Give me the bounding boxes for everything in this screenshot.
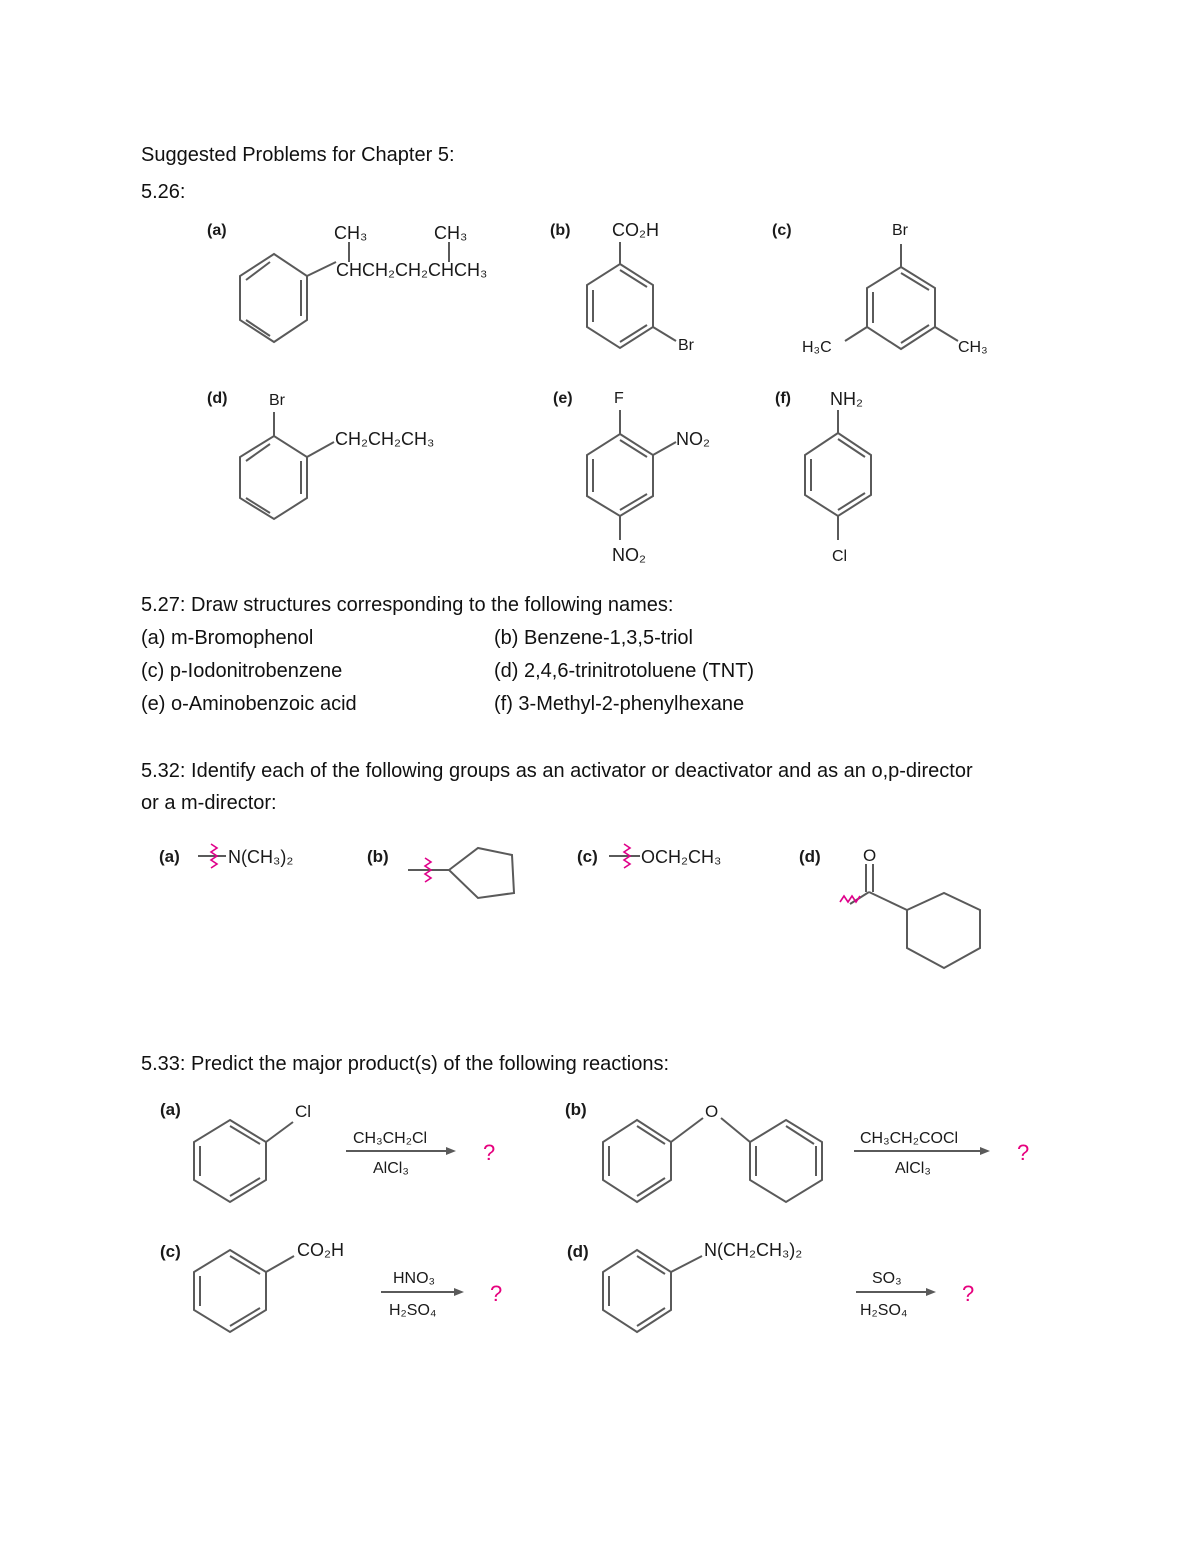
label-532c: (c): [577, 847, 598, 866]
benzene-ring-533b-right: [750, 1120, 822, 1202]
substituent: Cl: [295, 1102, 312, 1121]
benzene-ring-526c: [867, 267, 935, 349]
benzene-ring-533b-left: [603, 1120, 671, 1202]
reagent: H₂SO₄: [860, 1302, 908, 1319]
list-item: (d) 2,4,6-trinitrotoluene (TNT): [494, 660, 755, 682]
label-533c: (c): [160, 1242, 181, 1261]
substituent: CH₃: [958, 339, 988, 356]
substituent: CHCH₂CH₂CHCH₃: [336, 260, 488, 280]
substituent: Cl: [832, 548, 848, 565]
substituent: NO₂: [612, 545, 646, 565]
product-question: ?: [1017, 1140, 1030, 1165]
label-526d: (d): [207, 390, 228, 407]
substituent: NO₂: [676, 429, 710, 449]
reagent: AlCl₃: [373, 1160, 409, 1177]
list-item: (c) p-Iodonitrobenzene: [141, 660, 343, 682]
cyclopentane-ring: [449, 848, 514, 898]
label-526a: (a): [207, 222, 227, 239]
benzene-ring-533c: [194, 1250, 266, 1332]
reagent: HNO₃: [393, 1270, 436, 1287]
label-532d: (d): [799, 847, 821, 866]
benzene-ring-533a: [194, 1120, 266, 1202]
substituent: CO₂H: [612, 220, 659, 240]
product-question: ?: [962, 1281, 975, 1306]
benzene-ring-526e: [587, 434, 653, 516]
substituent: Br: [269, 392, 285, 409]
reagent: CH₃CH₂Cl: [353, 1130, 428, 1147]
section-5-32-heading-cont: or a m-director:: [141, 792, 277, 814]
label-532a: (a): [159, 847, 180, 866]
product-question: ?: [483, 1140, 496, 1165]
section-5-32-heading: 5.32: Identify each of the following groups as an activator or deactivator and as an o,p-director: [141, 760, 973, 782]
label-533b: (b): [565, 1100, 587, 1119]
substituent: CH₃: [334, 223, 368, 243]
page-title: Suggested Problems for Chapter 5:: [141, 144, 455, 166]
list-item: (f) 3-Methyl-2-phenylhexane: [494, 693, 745, 715]
substituent: N(CH₂CH₃)₂: [704, 1240, 803, 1260]
benzene-ring-526d: [240, 436, 307, 519]
reagent: AlCl₃: [895, 1160, 931, 1177]
label-526c: (c): [772, 222, 792, 239]
reagent: CH₃CH₂COCl: [860, 1130, 959, 1147]
substituent: N(CH₃)₂: [228, 847, 294, 867]
benzene-ring-526a: [240, 254, 307, 342]
product-question: ?: [490, 1281, 503, 1306]
substituent: Br: [678, 337, 694, 354]
benzene-ring-533d: [603, 1250, 671, 1332]
section-5-27-heading: 5.27: Draw structures corresponding to the following names:: [141, 594, 674, 616]
substituent: CO₂H: [297, 1240, 344, 1260]
reagent: SO₃: [872, 1270, 902, 1287]
label-533a: (a): [160, 1100, 181, 1119]
list-item: (b) Benzene-1,3,5-triol: [494, 627, 693, 649]
substituent: CH₂CH₂CH₃: [335, 429, 435, 449]
label-526b: (b): [550, 222, 571, 239]
label-532b: (b): [367, 847, 389, 866]
label-526f: (f): [775, 390, 791, 407]
list-item: (e) o-Aminobenzoic acid: [141, 693, 357, 715]
substituent: CH₃: [434, 223, 468, 243]
label-533d: (d): [567, 1242, 589, 1261]
substituent: O: [863, 846, 877, 865]
substituent: H₃C: [802, 339, 832, 356]
section-5-33-heading: 5.33: Predict the major product(s) of the following reactions:: [141, 1053, 670, 1075]
substituent: O: [705, 1102, 719, 1121]
substituent: F: [614, 390, 624, 407]
benzene-ring-526b: [587, 264, 653, 348]
list-item: (a) m-Bromophenol: [141, 627, 314, 649]
reagent: H₂SO₄: [389, 1302, 437, 1319]
substituent: NH₂: [830, 389, 863, 409]
benzene-ring-526f: [805, 433, 871, 516]
substituent: OCH₂CH₃: [641, 847, 722, 867]
cyclohexane-ring: [907, 893, 980, 968]
label-526e: (e): [553, 390, 573, 407]
section-5-26-heading: 5.26:: [141, 181, 186, 203]
substituent: Br: [892, 222, 908, 239]
